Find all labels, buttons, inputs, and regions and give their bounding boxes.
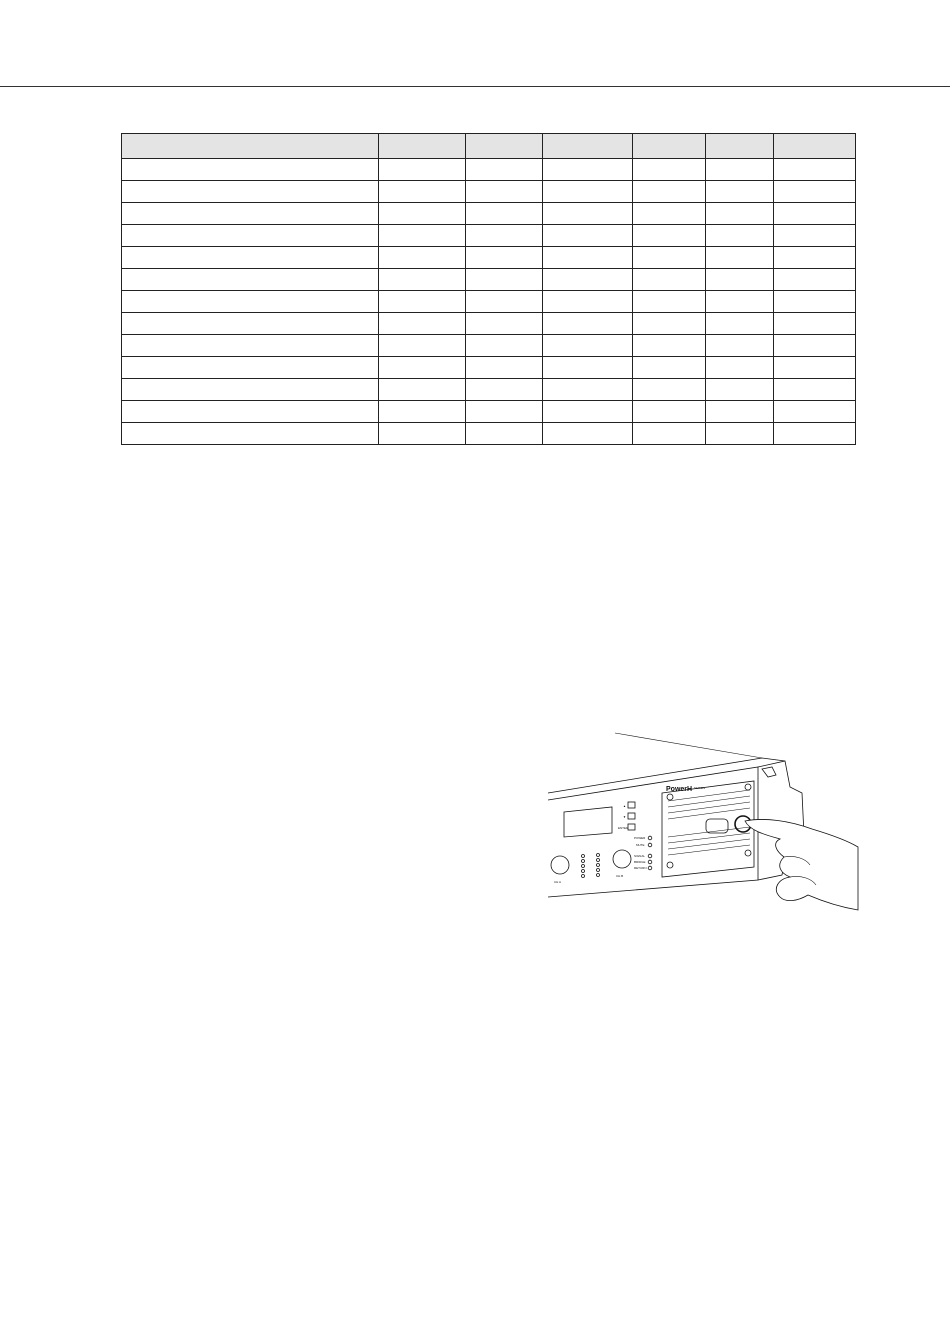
table-row	[122, 335, 856, 357]
table-cell	[543, 247, 633, 269]
table-cell	[122, 247, 379, 269]
table-cell	[706, 379, 774, 401]
table-row	[122, 291, 856, 313]
table-row	[122, 401, 856, 423]
bridge-led-label: BRIDGE	[634, 860, 646, 864]
table-cell	[466, 291, 543, 313]
table-cell	[706, 335, 774, 357]
spec-table	[121, 133, 856, 445]
table-cell	[633, 357, 706, 379]
table-cell	[706, 203, 774, 225]
table-row	[122, 379, 856, 401]
table-cell	[774, 401, 856, 423]
table-cell	[466, 181, 543, 203]
table-cell	[466, 247, 543, 269]
ch-b-knob	[613, 850, 631, 868]
table-cell	[543, 181, 633, 203]
mute-led-label: MUTE	[636, 843, 645, 847]
table-cell	[774, 159, 856, 181]
up-button-label: ▲	[623, 804, 626, 808]
table-cell	[466, 159, 543, 181]
table-cell	[379, 313, 466, 335]
table-cell	[774, 291, 856, 313]
table-cell	[774, 269, 856, 291]
table-cell	[706, 313, 774, 335]
table-cell	[379, 181, 466, 203]
grille-screw	[667, 794, 673, 800]
up-button	[628, 802, 635, 808]
table-cell	[122, 269, 379, 291]
table-cell	[122, 401, 379, 423]
table-cell	[633, 313, 706, 335]
table-row	[122, 181, 856, 203]
column-header	[543, 134, 633, 159]
table-cell	[633, 225, 706, 247]
brand-suffix: SERIES	[694, 786, 706, 790]
table-cell	[466, 423, 543, 445]
column-header	[774, 134, 856, 159]
table-cell	[379, 401, 466, 423]
down-button-label: ▼	[623, 815, 626, 819]
table-cell	[543, 203, 633, 225]
table-cell	[379, 379, 466, 401]
table-row	[122, 247, 856, 269]
amplifier-illustration	[540, 725, 870, 915]
table-cell	[706, 181, 774, 203]
table-cell	[543, 159, 633, 181]
table-cell	[379, 225, 466, 247]
grille-screw	[745, 850, 751, 856]
table-cell	[466, 357, 543, 379]
ch-b-label: CH B	[616, 874, 624, 878]
table-cell	[543, 357, 633, 379]
table-cell	[122, 181, 379, 203]
table-cell	[633, 291, 706, 313]
signal-led-label: SIGNAL	[634, 854, 646, 858]
table-cell	[706, 357, 774, 379]
column-header	[706, 134, 774, 159]
grille-screw	[745, 784, 751, 790]
table-cell	[774, 335, 856, 357]
grille-slats	[668, 790, 750, 855]
ch-a-knob	[551, 856, 569, 874]
ch-a-label: CH A	[554, 880, 562, 884]
table-cell	[543, 291, 633, 313]
table-cell	[466, 335, 543, 357]
table-cell	[379, 159, 466, 181]
table-cell	[633, 423, 706, 445]
grille-screw	[667, 862, 673, 868]
table-cell	[774, 379, 856, 401]
table-cell	[543, 225, 633, 247]
table-cell	[379, 423, 466, 445]
table-cell	[633, 379, 706, 401]
table-cell	[543, 313, 633, 335]
table-cell	[122, 225, 379, 247]
table-cell	[543, 401, 633, 423]
column-header	[466, 134, 543, 159]
leader-line	[615, 733, 762, 758]
table-cell	[543, 379, 633, 401]
table-row	[122, 159, 856, 181]
return-led-label: RETURN	[634, 866, 647, 870]
table-cell	[379, 203, 466, 225]
header-rule	[0, 86, 950, 87]
column-header	[633, 134, 706, 159]
table-cell	[466, 225, 543, 247]
table-cell	[122, 203, 379, 225]
table-cell	[122, 423, 379, 445]
lcd-display	[564, 807, 612, 837]
table-row	[122, 203, 856, 225]
table-cell	[466, 313, 543, 335]
table-cell	[706, 401, 774, 423]
table-cell	[122, 159, 379, 181]
table-cell	[774, 357, 856, 379]
table-cell	[633, 181, 706, 203]
brand-label: PowerH	[666, 786, 693, 793]
down-button	[628, 813, 635, 819]
table-cell	[122, 291, 379, 313]
table-row	[122, 357, 856, 379]
column-header	[122, 134, 379, 159]
enter-button-label: ENTER	[618, 826, 629, 830]
enter-button	[628, 824, 635, 830]
table-cell	[706, 423, 774, 445]
table-cell	[774, 313, 856, 335]
table-cell	[466, 401, 543, 423]
table-cell	[379, 357, 466, 379]
table-cell	[706, 159, 774, 181]
table-row	[122, 313, 856, 335]
hand	[745, 819, 858, 910]
table-cell	[543, 335, 633, 357]
table-row	[122, 423, 856, 445]
table-cell	[774, 203, 856, 225]
table-cell	[379, 335, 466, 357]
table-cell	[379, 291, 466, 313]
table-cell	[466, 269, 543, 291]
table-cell	[122, 335, 379, 357]
table-cell	[774, 247, 856, 269]
table-cell	[706, 269, 774, 291]
table-cell	[466, 379, 543, 401]
table-cell	[633, 159, 706, 181]
table-cell	[774, 181, 856, 203]
table-cell	[774, 423, 856, 445]
table-cell	[379, 247, 466, 269]
rack-ear-hole	[762, 767, 776, 777]
table-cell	[379, 269, 466, 291]
table-header-row	[122, 134, 856, 159]
column-header	[379, 134, 466, 159]
table-cell	[122, 379, 379, 401]
table-row	[122, 269, 856, 291]
table-cell	[706, 225, 774, 247]
table-cell	[543, 269, 633, 291]
amplifier-front-panel-figure	[540, 725, 870, 915]
table-cell	[543, 423, 633, 445]
table-cell	[122, 313, 379, 335]
table-cell	[706, 247, 774, 269]
table-cell	[774, 225, 856, 247]
power-led-label: POWER	[634, 836, 646, 840]
table-cell	[633, 247, 706, 269]
table-cell	[706, 291, 774, 313]
table-cell	[122, 357, 379, 379]
table-cell	[633, 401, 706, 423]
table-cell	[633, 269, 706, 291]
table-row	[122, 225, 856, 247]
table-cell	[466, 203, 543, 225]
table-cell	[633, 335, 706, 357]
table-cell	[633, 203, 706, 225]
